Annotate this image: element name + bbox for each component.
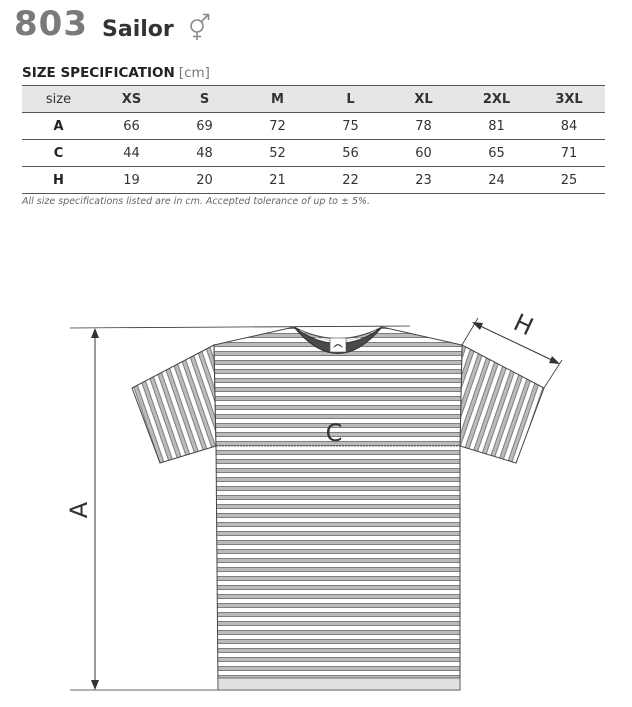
table-cell: 20 <box>196 172 213 188</box>
header-cell: size <box>45 91 72 107</box>
table-cell: 78 <box>415 118 432 134</box>
a-top-guide <box>70 326 410 328</box>
table-cell: 69 <box>196 118 213 134</box>
product-code: 803 <box>14 4 88 44</box>
size-spec-title-text: SIZE SPECIFICATION <box>22 65 175 81</box>
table-cell: 21 <box>269 172 286 188</box>
table-cell: 72 <box>269 118 286 134</box>
table-cell: 60 <box>415 145 432 161</box>
right-sleeve <box>460 345 544 463</box>
table-cell: 52 <box>269 145 286 161</box>
table-cell: 24 <box>488 172 505 188</box>
size-spec-unit: [cm] <box>178 65 210 81</box>
size-spec-table <box>22 85 605 194</box>
header-cell: XS <box>121 91 142 107</box>
table-cell: 84 <box>560 118 578 134</box>
row-label: A <box>53 118 64 134</box>
table-header-row <box>22 86 605 113</box>
table-cell: 25 <box>560 172 578 188</box>
a-arrow-bottom <box>91 680 99 690</box>
left-sleeve <box>132 345 216 463</box>
header-cell: L <box>346 91 355 107</box>
tshirt-diagram <box>0 300 632 707</box>
table-cell: 65 <box>488 145 505 161</box>
dimension-label-h: H <box>509 308 538 342</box>
tolerance-note: All size specifications listed are in cm. Accepted tolerance of up to ± 5%. <box>22 196 371 207</box>
h-arrow-end <box>549 356 560 364</box>
row-label: H <box>53 172 64 188</box>
product-name: Sailor <box>102 17 174 42</box>
table-cell: 22 <box>342 172 359 188</box>
table-cell: 48 <box>196 145 213 161</box>
table-cell: 44 <box>123 145 140 161</box>
a-arrow-top <box>91 328 99 338</box>
table-cell: 71 <box>560 145 578 161</box>
row-label: C <box>53 145 64 161</box>
table-cell: 75 <box>342 118 359 134</box>
dimension-label-c: C <box>325 419 343 447</box>
table-cell: 56 <box>342 145 359 161</box>
table-cell: 81 <box>488 118 505 134</box>
size-spec-title <box>22 65 210 81</box>
table-row <box>22 167 605 194</box>
h-guide-1 <box>462 318 478 345</box>
table-cell: 66 <box>123 118 140 134</box>
h-guide-2 <box>544 360 562 388</box>
table-row <box>22 140 605 167</box>
header-cell: S <box>199 91 210 107</box>
header-cell: XL <box>414 91 433 107</box>
table-cell: 23 <box>415 172 432 188</box>
tshirt-hem <box>218 678 460 690</box>
header-cell: 2XL <box>482 91 511 107</box>
tshirt-body <box>214 327 462 690</box>
header-cell: 3XL <box>555 91 583 107</box>
dimension-label-a: A <box>65 501 93 519</box>
table-cell: 19 <box>123 172 140 188</box>
header-cell: M <box>271 91 284 107</box>
table-row <box>22 113 605 140</box>
unisex-icon <box>186 9 212 41</box>
